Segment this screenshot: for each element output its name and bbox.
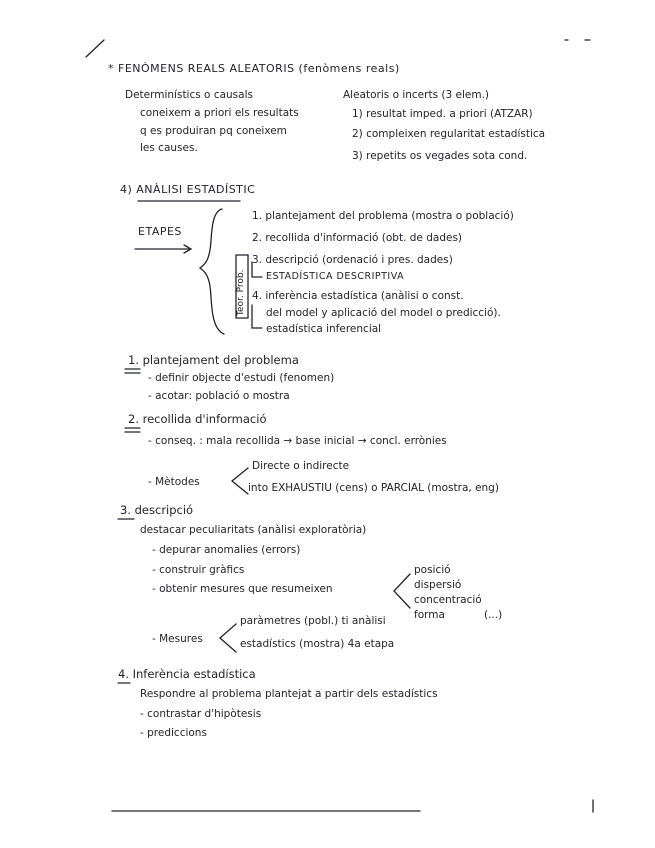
step-4-model: del model y aplicació del model o predicció). <box>266 307 501 319</box>
step-3: 3. descripció (ordenació i pres. dades) <box>252 254 453 266</box>
step-4-inferential: estadística inferencial <box>266 323 382 335</box>
inferencia-prediccions: - prediccions <box>140 727 207 739</box>
aleatory-point-1: 1) resultat imped. a priori (ATZAR) <box>352 108 533 120</box>
step-1: 1. plantejament del problema (mostra o població) <box>252 210 514 222</box>
metodes-directe: Directe o indirecte <box>252 460 350 472</box>
metodes-exhaustiu: into EXHAUSTIU (cens) o PARCIAL (mostra, eng) <box>248 482 499 494</box>
section2-title: 4) ANÀLISI ESTADÍSTIC <box>120 183 256 196</box>
step-3-descriptive: ESTADÍSTICA DESCRIPTIVA <box>266 271 405 282</box>
metodes-bracket <box>232 468 248 494</box>
descripcio-depurar: - depurar anomalies (errors) <box>152 544 301 556</box>
section1-title: * FENÒMENS REALS ALEATORIS (fenòmens reals) <box>108 62 400 75</box>
mesura-concentracio: concentració <box>414 594 482 606</box>
bracket-step4 <box>252 305 262 328</box>
resumeixen-bracket <box>394 574 410 608</box>
deterministic-line-4: les causes. <box>140 142 198 154</box>
h2-underline <box>125 428 140 432</box>
mesura-posicio: posició <box>414 564 451 576</box>
step-2: 2. recollida d'informació (obt. de dades) <box>252 232 463 244</box>
mesura-forma: forma <box>414 609 445 621</box>
step-4: 4. inferència estadística (anàlisi o const. <box>252 290 464 302</box>
heading-inferencia: 4. Inferència estadística <box>118 667 256 681</box>
h1-underline <box>125 369 140 373</box>
inferencia-contrastar: - contrastar d'hipòtesis <box>140 708 262 720</box>
deterministic-heading: Determinístics o causals <box>125 89 253 101</box>
plantejament-acotar: - acotar: població o mostra <box>148 390 290 402</box>
mesura-etc: (...) <box>484 609 503 621</box>
heading-descripcio: 3. descripció <box>120 503 194 517</box>
heading-plantejament: 1. plantejament del problema <box>128 353 299 367</box>
aleatory-point-3: 3) repetits os vegades sota cond. <box>352 150 528 162</box>
mesures-estadistics: estadístics (mostra) 4a etapa <box>240 638 395 650</box>
deterministic-line-2: coneixem a priori els resultats <box>140 107 299 119</box>
mesures-parametres: paràmetres (pobl.) ti anàlisi <box>240 615 386 627</box>
teor-prob-vertical-label: Teor. Prob. <box>236 269 246 316</box>
inferencia-respondre: Respondre al problema plantejat a partir dels estadístics <box>140 688 438 700</box>
etapes-label: ETAPES <box>138 225 182 238</box>
etapes-arrow <box>135 245 191 253</box>
deterministic-line-3: q es produiran pq coneixem <box>140 125 287 137</box>
aleatory-heading: Aleatoris o incerts (3 elem.) <box>343 89 490 101</box>
mesures-label: - Mesures <box>152 633 203 645</box>
descripcio-mesures: - obtenir mesures que resumeixen <box>152 583 333 595</box>
etapes-brace <box>200 209 224 334</box>
mesures-bracket <box>220 624 236 652</box>
descripcio-grafics: - construir gràfics <box>152 564 245 576</box>
corner-slash <box>86 40 104 57</box>
aleatory-point-2: 2) compleixen regularitat estadística <box>352 128 546 140</box>
heading-recollida: 2. recollida d'informació <box>128 412 267 426</box>
mesura-dispersio: dispersió <box>414 579 462 591</box>
recollida-consequencia: - conseq. : mala recollida → base inicial → concl. errònies <box>148 435 447 447</box>
descripcio-destacar: destacar peculiaritats (anàlisi exploratòria) <box>140 524 367 536</box>
plantejament-definir: - definir objecte d'estudi (fenomen) <box>148 372 335 384</box>
metodes-label: - Mètodes <box>148 476 200 488</box>
